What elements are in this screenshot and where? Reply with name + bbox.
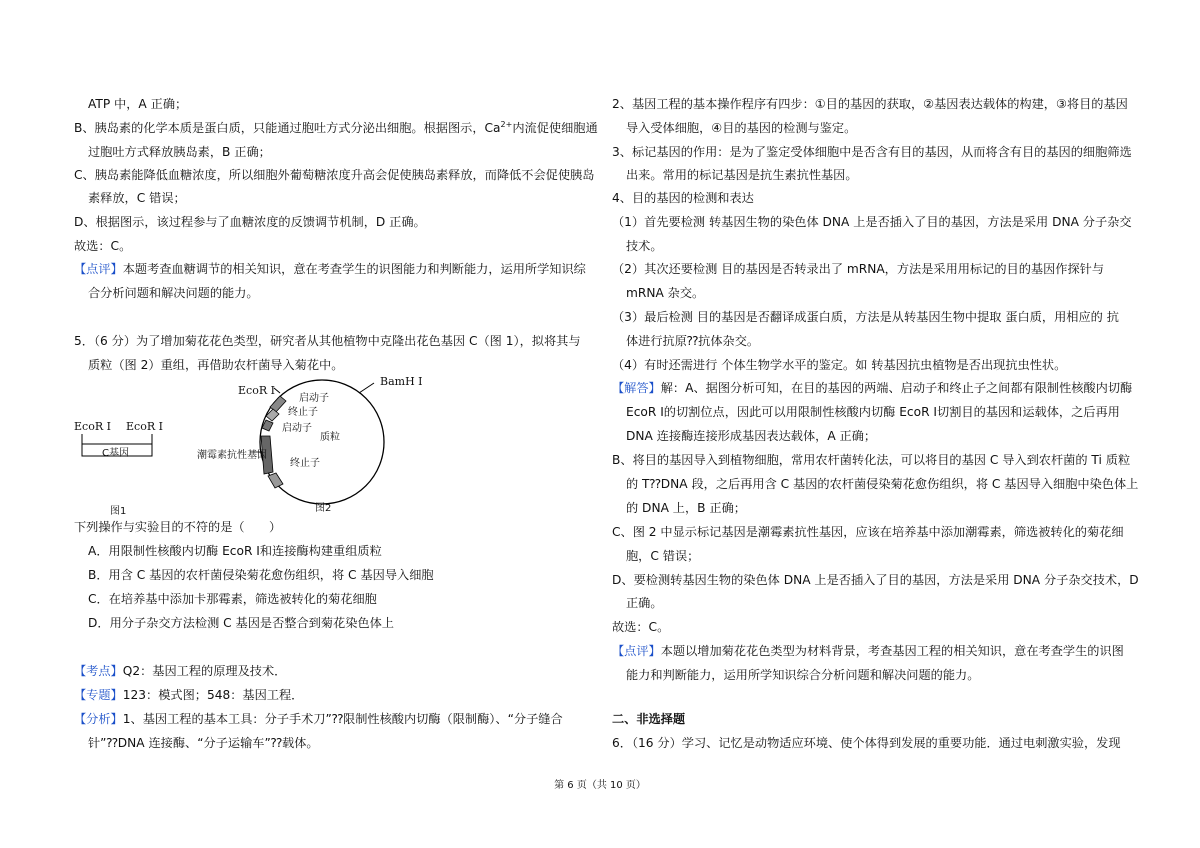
question-6-line: 6．（16 分）学习、记忆是动物适应环境、使个体得到发展的重要功能．通过电刺激实验，发现 [612, 736, 1121, 750]
text-line: （3）最后检测 目的基因是否翻译成蛋白质，方法是从转基因生物中提取 蛋白质，用相应的 抗 [612, 310, 1119, 324]
section-heading: 二、非选择题 [612, 712, 686, 726]
text-line: （1）首先要检测 转基因生物的染色体 DNA 上是否插入了目的基因，方法是采用 DNA 分子杂交 [612, 215, 1132, 229]
option-c: C．在培养基中添加卡那霉素，筛选被转化的菊花细胞 [88, 592, 377, 606]
fig1-caption: 图1 [110, 506, 127, 517]
text-line: 的 T⁇DNA 段，之后再用含 C 基因的农杆菌侵染菊花愈伤组织，将 C 基因导入细胞中染色体上 [626, 477, 1139, 491]
text-line: 针”⁇DNA 连接酶、“分子运输车”⁇载体。 [88, 736, 319, 750]
text-line: 正确。 [626, 596, 663, 610]
question-5-line1: 5．（6 分）为了增加菊花花色类型，研究者从其他植物中克隆出花色基因 C（图 1），拟将其与 [74, 334, 581, 348]
option-a: A．用限制性核酸内切酶 EcoR Ⅰ和连接酶构建重组质粒 [88, 544, 382, 558]
gene-figure [74, 372, 423, 517]
text-line: D、根据图示，该过程参与了血糖浓度的反馈调节机制，D 正确。 [74, 215, 426, 229]
zhuanti-line: 【专题】123：模式图；548：基因工程． [74, 688, 304, 702]
fig1-ecori-left: EcoR Ⅰ [74, 420, 111, 433]
text-line: 3、标记基因的作用：是为了鉴定受体细胞中是否含有目的基因，从而将含有目的基因的细胞筛选 [612, 145, 1132, 159]
text-line: （4）有时还需进行 个体生物学水平的鉴定。如 转基因抗虫植物是否出现抗虫性状。 [612, 358, 1067, 372]
text-line: 导入受体细胞，④目的基因的检测与鉴定。 [626, 121, 857, 135]
promoter1-label: 启动子 [299, 393, 329, 404]
resistance-gene-label: 潮霉素抗性基因 [197, 450, 267, 461]
answer-line: 【解答】解：A、据图分析可知，在目的基因的两端、启动子和终止子之间都有限制性核酸内切酶 [612, 381, 1133, 395]
option-d: D．用分子杂交方法检测 C 基因是否整合到菊花染色体上 [88, 616, 394, 630]
text-line: 技术。 [626, 239, 663, 253]
terminator1-label: 终止子 [288, 407, 318, 418]
fig2-bamhi: BamH Ⅰ [380, 375, 423, 388]
text-line: ATP 中，A 正确； [88, 97, 188, 111]
plasmid-label: 质粒 [320, 432, 340, 443]
text-line: 故选：C。 [74, 239, 132, 253]
kaodian-line: 【考点】Q2：基因工程的原理及技术． [74, 664, 287, 678]
text-line: 合分析问题和解决问题的能力。 [88, 286, 259, 300]
comment-line: 【点评】本题以增加菊花花色类型为材料背景，考查基因工程的相关知识，意在考查学生的识图 [612, 644, 1124, 658]
fig2-ecori: EcoR Ⅰ [238, 384, 275, 397]
text-line: （2）其次还要检测 目的基因是否转录出了 mRNA，方法是采用用标记的目的基因作探针与 [612, 262, 1105, 276]
page-footer: 第 6 页（共 10 页） [554, 780, 646, 791]
comment-line: 【点评】本题考查血糖调节的相关知识，意在考查学生的识图能力和判断能力，运用所学知识综 [74, 262, 586, 276]
option-b: B．用含 C 基因的农杆菌侵染菊花愈伤组织，将 C 基因导入细胞 [88, 568, 434, 582]
promoter2-label: 启动子 [282, 423, 312, 434]
question-5-line2: 质粒（图 2）重组，再借助农杆菌导入菊花中。 [88, 358, 344, 372]
text-line: B、胰岛素的化学本质是蛋白质，只能通过胞吐方式分泌出细胞。根据图示，$Ca^{2+}$内流促使细胞通 [74, 119, 598, 135]
text-line: mRNA 杂交。 [626, 286, 705, 300]
question-stem: 下列操作与实验目的不符的是（ ） [74, 520, 282, 534]
text-line: D、要检测转基因生物的染色体 DNA 上是否插入了目的基因，方法是采用 DNA 分子杂交技术，D [612, 573, 1139, 587]
text-line: 2、基因工程的基本操作程序有四步：①目的基因的获取，②基因表达载体的构建，③将目的基因 [612, 97, 1128, 111]
text-line: C、胰岛素能降低血糖浓度，所以细胞外葡萄糖浓度升高会促使胰岛素释放，而降低不会促使胰岛 [74, 168, 595, 182]
bamhi-pointer [359, 383, 374, 393]
text-line: EcoR Ⅰ的切割位点，因此可以用限制性核酸内切酶 EcoR Ⅰ切割目的基因和运载体，之后再用 [626, 405, 1120, 419]
fig2-caption: 图2 [315, 503, 332, 514]
text-line: 的 DNA 上，B 正确； [626, 501, 746, 515]
terminator2-box [268, 473, 283, 488]
text-line: 体进行抗原⁇抗体杂交。 [626, 334, 760, 348]
text-line: B、将目的基因导入到植物细胞，常用农杆菌转化法，可以将目的基因 C 导入到农杆菌的 Ti 质粒 [612, 453, 1131, 467]
text-line: 4、目的基因的检测和表达 [612, 191, 754, 205]
text-line: 素释放，C 错误； [88, 191, 186, 205]
text-line: C、图 2 中显示标记基因是潮霉素抗性基因，应该在培养基中添加潮霉素，筛选被转化的菊花细 [612, 525, 1124, 539]
text-line: 过胞吐方式释放胰岛素，B 正确； [88, 145, 271, 159]
text-line: DNA 连接酶连接形成基因表达载体，A 正确； [626, 429, 877, 443]
text-line: 故选：C。 [612, 620, 670, 634]
fig1-ecori-right: EcoR Ⅰ [126, 420, 163, 433]
text-line: 胞，C 错误； [626, 549, 700, 563]
fenxi-line: 【分析】1、基因工程的基本工具：分子手术刀”⁇限制性核酸内切酶（限制酶）、“分子缝合 [74, 712, 563, 726]
text-line: 能力和判断能力，运用所学知识综合分析问题和解决问题的能力。 [626, 668, 980, 682]
text-line: 出来。常用的标记基因是抗生素抗性基因。 [626, 168, 858, 182]
c-gene-label: C基因 [102, 448, 129, 459]
terminator2-label: 终止子 [290, 458, 320, 469]
